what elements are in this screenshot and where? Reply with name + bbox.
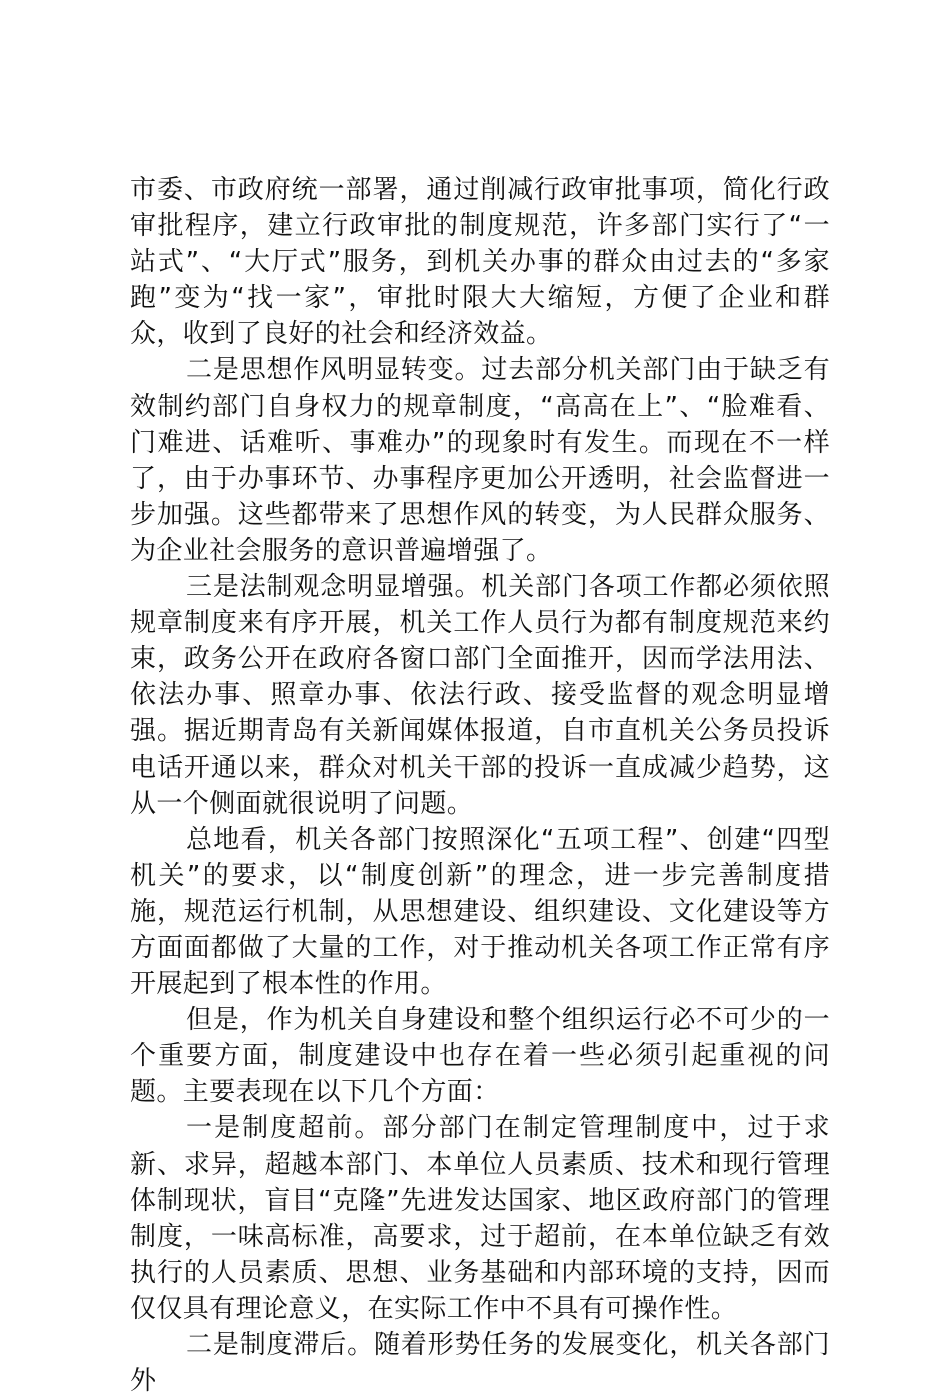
paragraph-thinking-style: 二是思想作风明显转变。过去部分机关部门由于缺乏有效制约部门自身权力的规章制度，“高高在上”、“脸难看、门难进、话难听、事难办”的现象时有发生。而现在不一样了，由于办事环节、办事程序更加公开透明，社会监督进一步加强。这些都带来了思想作风的转变，为人民群众服务、为企业社会服务的意识普遍增强了。	[130, 355, 830, 566]
paragraph-legal-awareness: 三是法制观念明显增强。机关部门各项工作都必须依照规章制度来有序开展，机关工作人员行为都有制度规范来约束，政务公开在政府各窗口部门全面推开，因而学法用法、依法办事、照章办事、依法行政、接受监督的观念明显增强。据近期青岛有关新闻媒体报道，自市直机关公务员投诉电话开通以来，群众对机关干部的投诉一直成减少趋势，这从一个侧面就很说明了问题。	[130, 572, 830, 819]
paragraph-continuation: 市委、市政府统一部署，通过削减行政审批事项，简化行政审批程序，建立行政审批的制度规范，许多部门实行了“一站式”、“大厅式”服务，到机关办事的群众由过去的“多家跑”变为“找一家”，审批时限大大缩短，方便了企业和群众，收到了良好的社会和经济效益。	[130, 175, 830, 350]
paragraph-summary: 总地看，机关各部门按照深化“五项工程”、创建“四型机关”的要求，以“制度创新”的理念，进一步完善制度措施，规范运行机制，从思想建设、组织建设、文化建设等方方面面都做了大量的工作，对于推动机关各项工作正常有序开展起到了根本性的作用。	[130, 824, 830, 1000]
paragraph-problems-intro: 但是，作为机关自身建设和整个组织运行必不可少的一个重要方面，制度建设中也存在着一些必须引起重视的问题。主要表现在以下几个方面：	[130, 1005, 830, 1108]
paragraph-system-lagging: 二是制度滞后。随着形势任务的发展变化，机关各部门外	[130, 1330, 830, 1397]
body-text	[130, 172, 830, 1399]
paragraph-system-ahead: 一是制度超前。部分部门在制定管理制度中，过于求新、求异，超越本部门、本单位人员素质、技术和现行管理体制现状，盲目“克隆”先进发达国家、地区政府部门的管理制度，一味高标准，高要求，过于超前，在本单位缺乏有效执行的人员素质、思想、业务基础和内部环境的支持，因而仅仅具有理论意义，在实际工作中不具有可操作性。	[130, 1113, 830, 1324]
